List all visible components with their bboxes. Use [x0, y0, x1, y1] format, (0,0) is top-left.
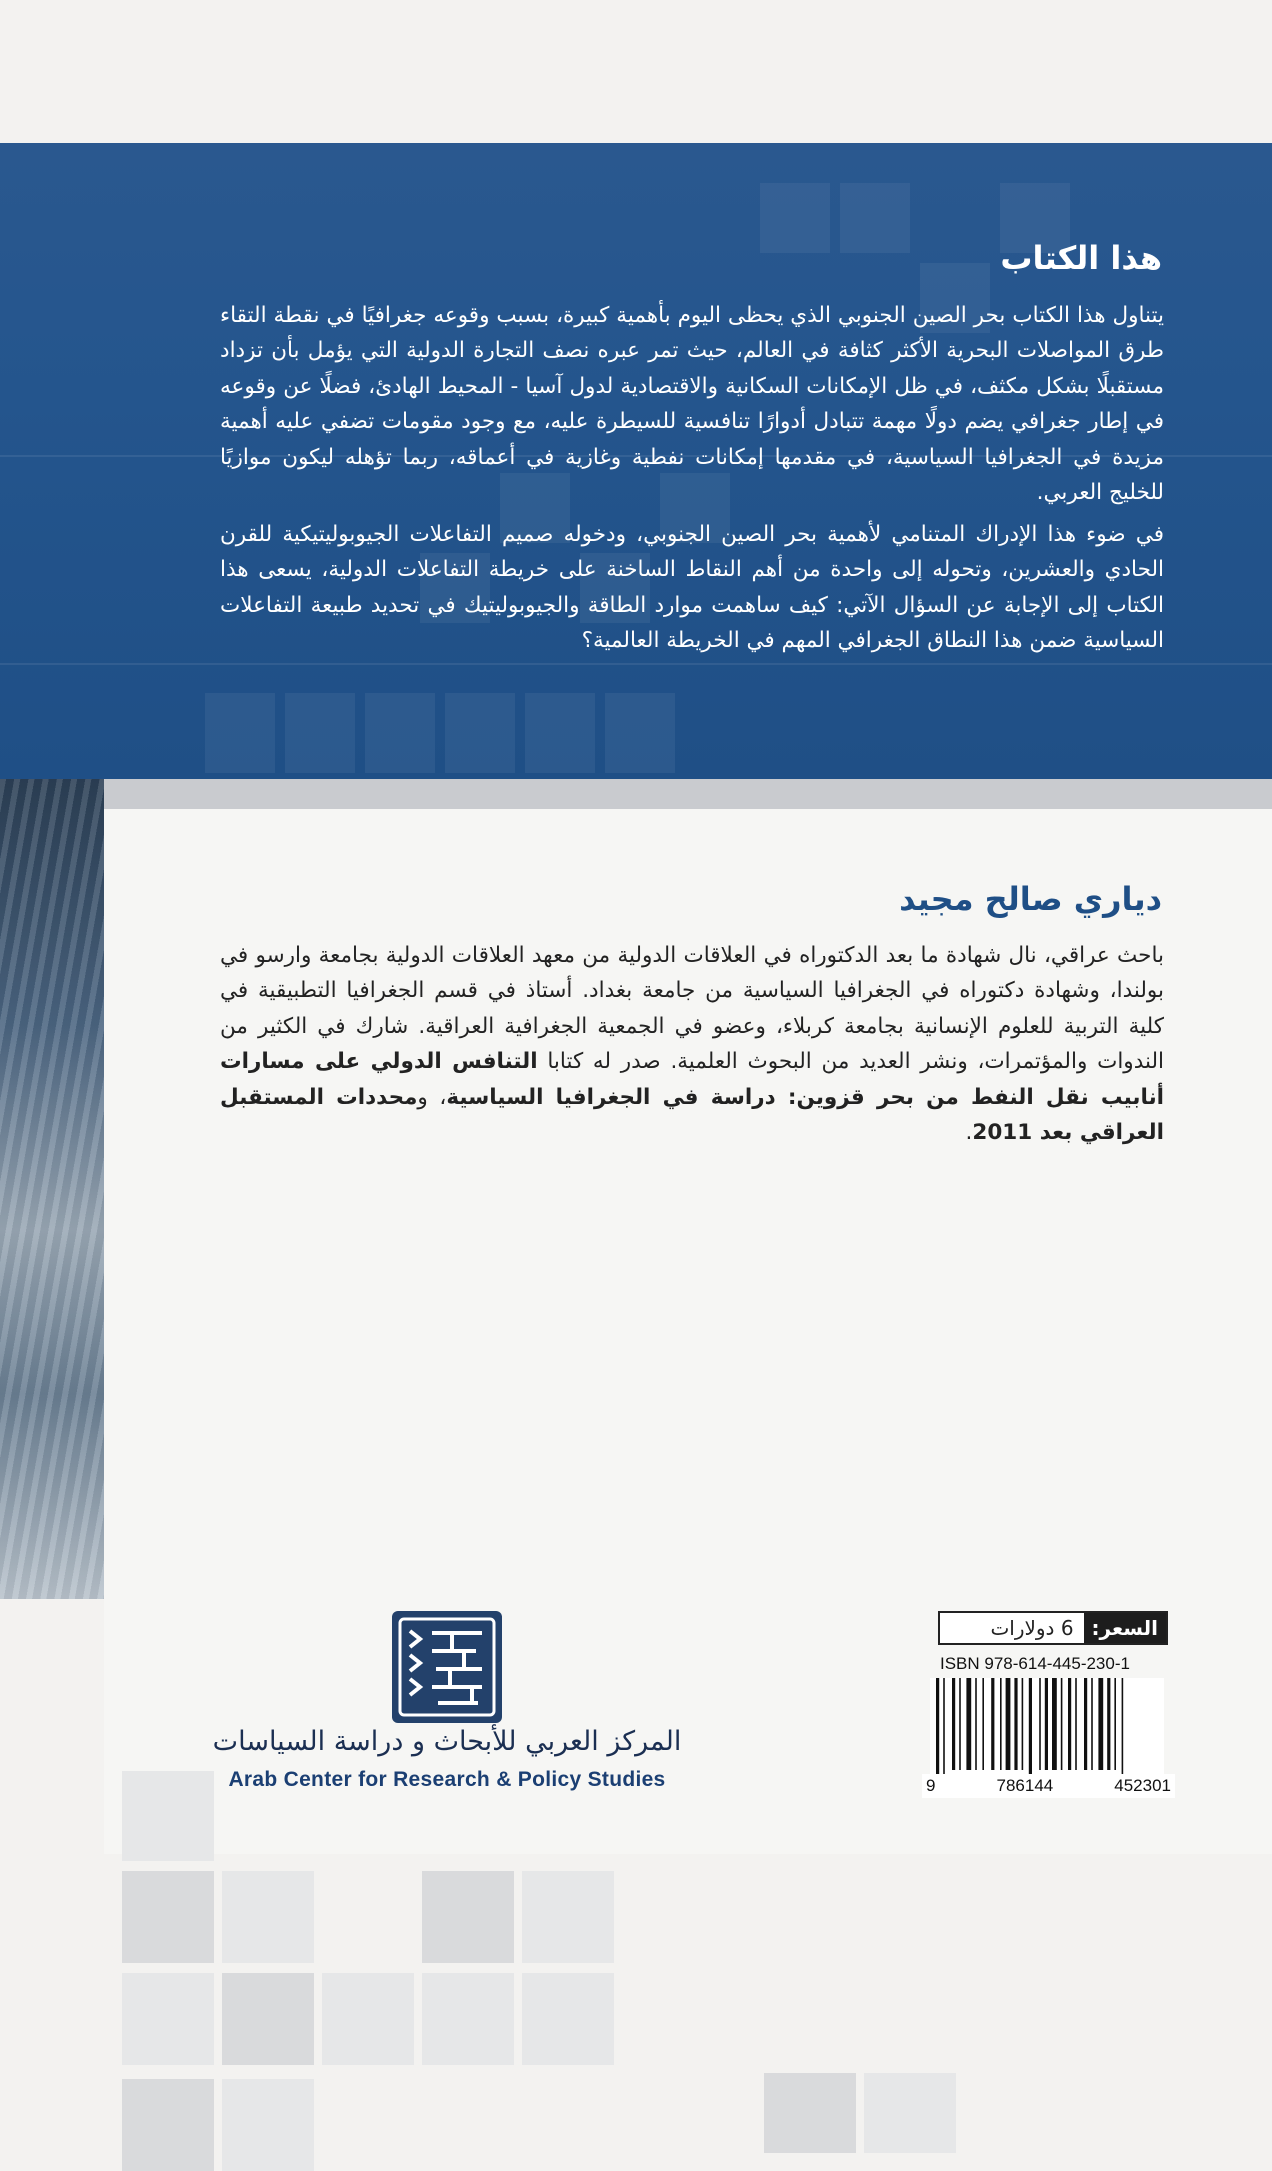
barcode-digits-last: 452301: [1114, 1776, 1171, 1795]
price-value: 6 دولارات: [990, 1616, 1074, 1640]
publisher-logo: [392, 1611, 502, 1723]
publisher-logo-mark: [392, 1611, 502, 1723]
isbn-text: ISBN 978-614-445-230-1: [940, 1654, 1130, 1673]
about-book-panel: [0, 143, 1272, 779]
author-name: دياري صالح مجيد: [899, 880, 1162, 918]
barcode-bars: [930, 1678, 1164, 1778]
about-book-paragraph-2: في ضوء هذا الإدراك المتنامي لأهمية بحر الصين الجنوبي، ودخوله صميم التفاعلات الجيوبوليتيكية للقرن الحادي والعشرين، وتحوله إلى واحدة من أهم النقاط الساخنة على خريطة التفاعلات الدولية، يسعى هذا الكتاب إلى الإجابة عن السؤال الآتي: كيف ساهمت موارد الطاقة والجيوبوليتيك في تحديد طبيعة التفاعلات السياسية ضمن هذا النطاق الجغرافي المهم في الخريطة العالمية؟: [220, 522, 1164, 654]
cover-photo-strip: [0, 779, 104, 1599]
author-book-1: التنافس الدولي على مسارات أنابيب نقل النفط من بحر قزوين: دراسة في الجغرافيا السياسية: [220, 1049, 1165, 1110]
barcode-digits: [922, 1774, 1175, 1798]
author-bio-end: .: [965, 1120, 973, 1146]
about-book-title: هذا الكتاب: [1000, 239, 1162, 277]
divider-strip: [104, 779, 1272, 809]
barcode-digits-middle: 786144: [996, 1776, 1054, 1795]
barcode: [930, 1678, 1164, 1778]
price-label: السعر:: [1084, 1613, 1166, 1643]
author-bio-text: باحث عراقي، نال شهادة ما بعد الدكتوراه في العلاقات الدولية من معهد العلاقات الدولية بجامعة وارسو في بولندا، وشهادة دكتوراه في الجغرافيا السياسية من جامعة بغداد. أستاذ في قسم الجغرافيا التطبيقية في كلية التربية للعلوم الإنسانية بجامعة كربلاء، وعضو في الجمعية الجغرافية العراقية. شارك في الكثير من الندوات والمؤتمرات، ونشر العديد من البحوث العلمية. صدر له كتابا: [220, 943, 1164, 1075]
publisher-name-english: Arab Center for Research & Policy Studies: [228, 1768, 666, 1791]
author-bio: [220, 938, 1164, 1150]
barcode-digit-first: 9: [926, 1776, 936, 1795]
price-box: [938, 1611, 1168, 1645]
author-bio-separator: ، و: [417, 1084, 447, 1110]
publisher-name-arabic: المركز العربي للأبحاث و دراسة السياسات: [212, 1726, 682, 1757]
about-book-paragraph-1: يتناول هذا الكتاب بحر الصين الجنوبي الذي يحظى اليوم بأهمية كبيرة، بسبب وقوعه جغرافيًا في نقطة التقاء طرق المواصلات البحرية الأكثر كثافة في العالم، حيث تمر عبره نصف التجارة الدولية التي يؤمل بأن تزداد مستقبلًا بشكل مكثف، في ظل الإمكانات السكانية والاقتصادية لدول آسيا - المحيط الهادئ، فضلًا عن وقوعه في إطار جغرافي يضم دولًا مهمة تتبادل أدوارًا تنافسية للسيطرة عليه، مع وجود مقومات تضفي عليه أهمية مزيدة في الجغرافيا السياسية، في مقدمها إمكانات نفطية وغازية في أعماقه، ربما تؤهله ليكون موازيًا للخليج العربي.: [220, 303, 1164, 506]
author-book-2: محددات المستقبل العراقي بعد 2011: [220, 1084, 1164, 1146]
